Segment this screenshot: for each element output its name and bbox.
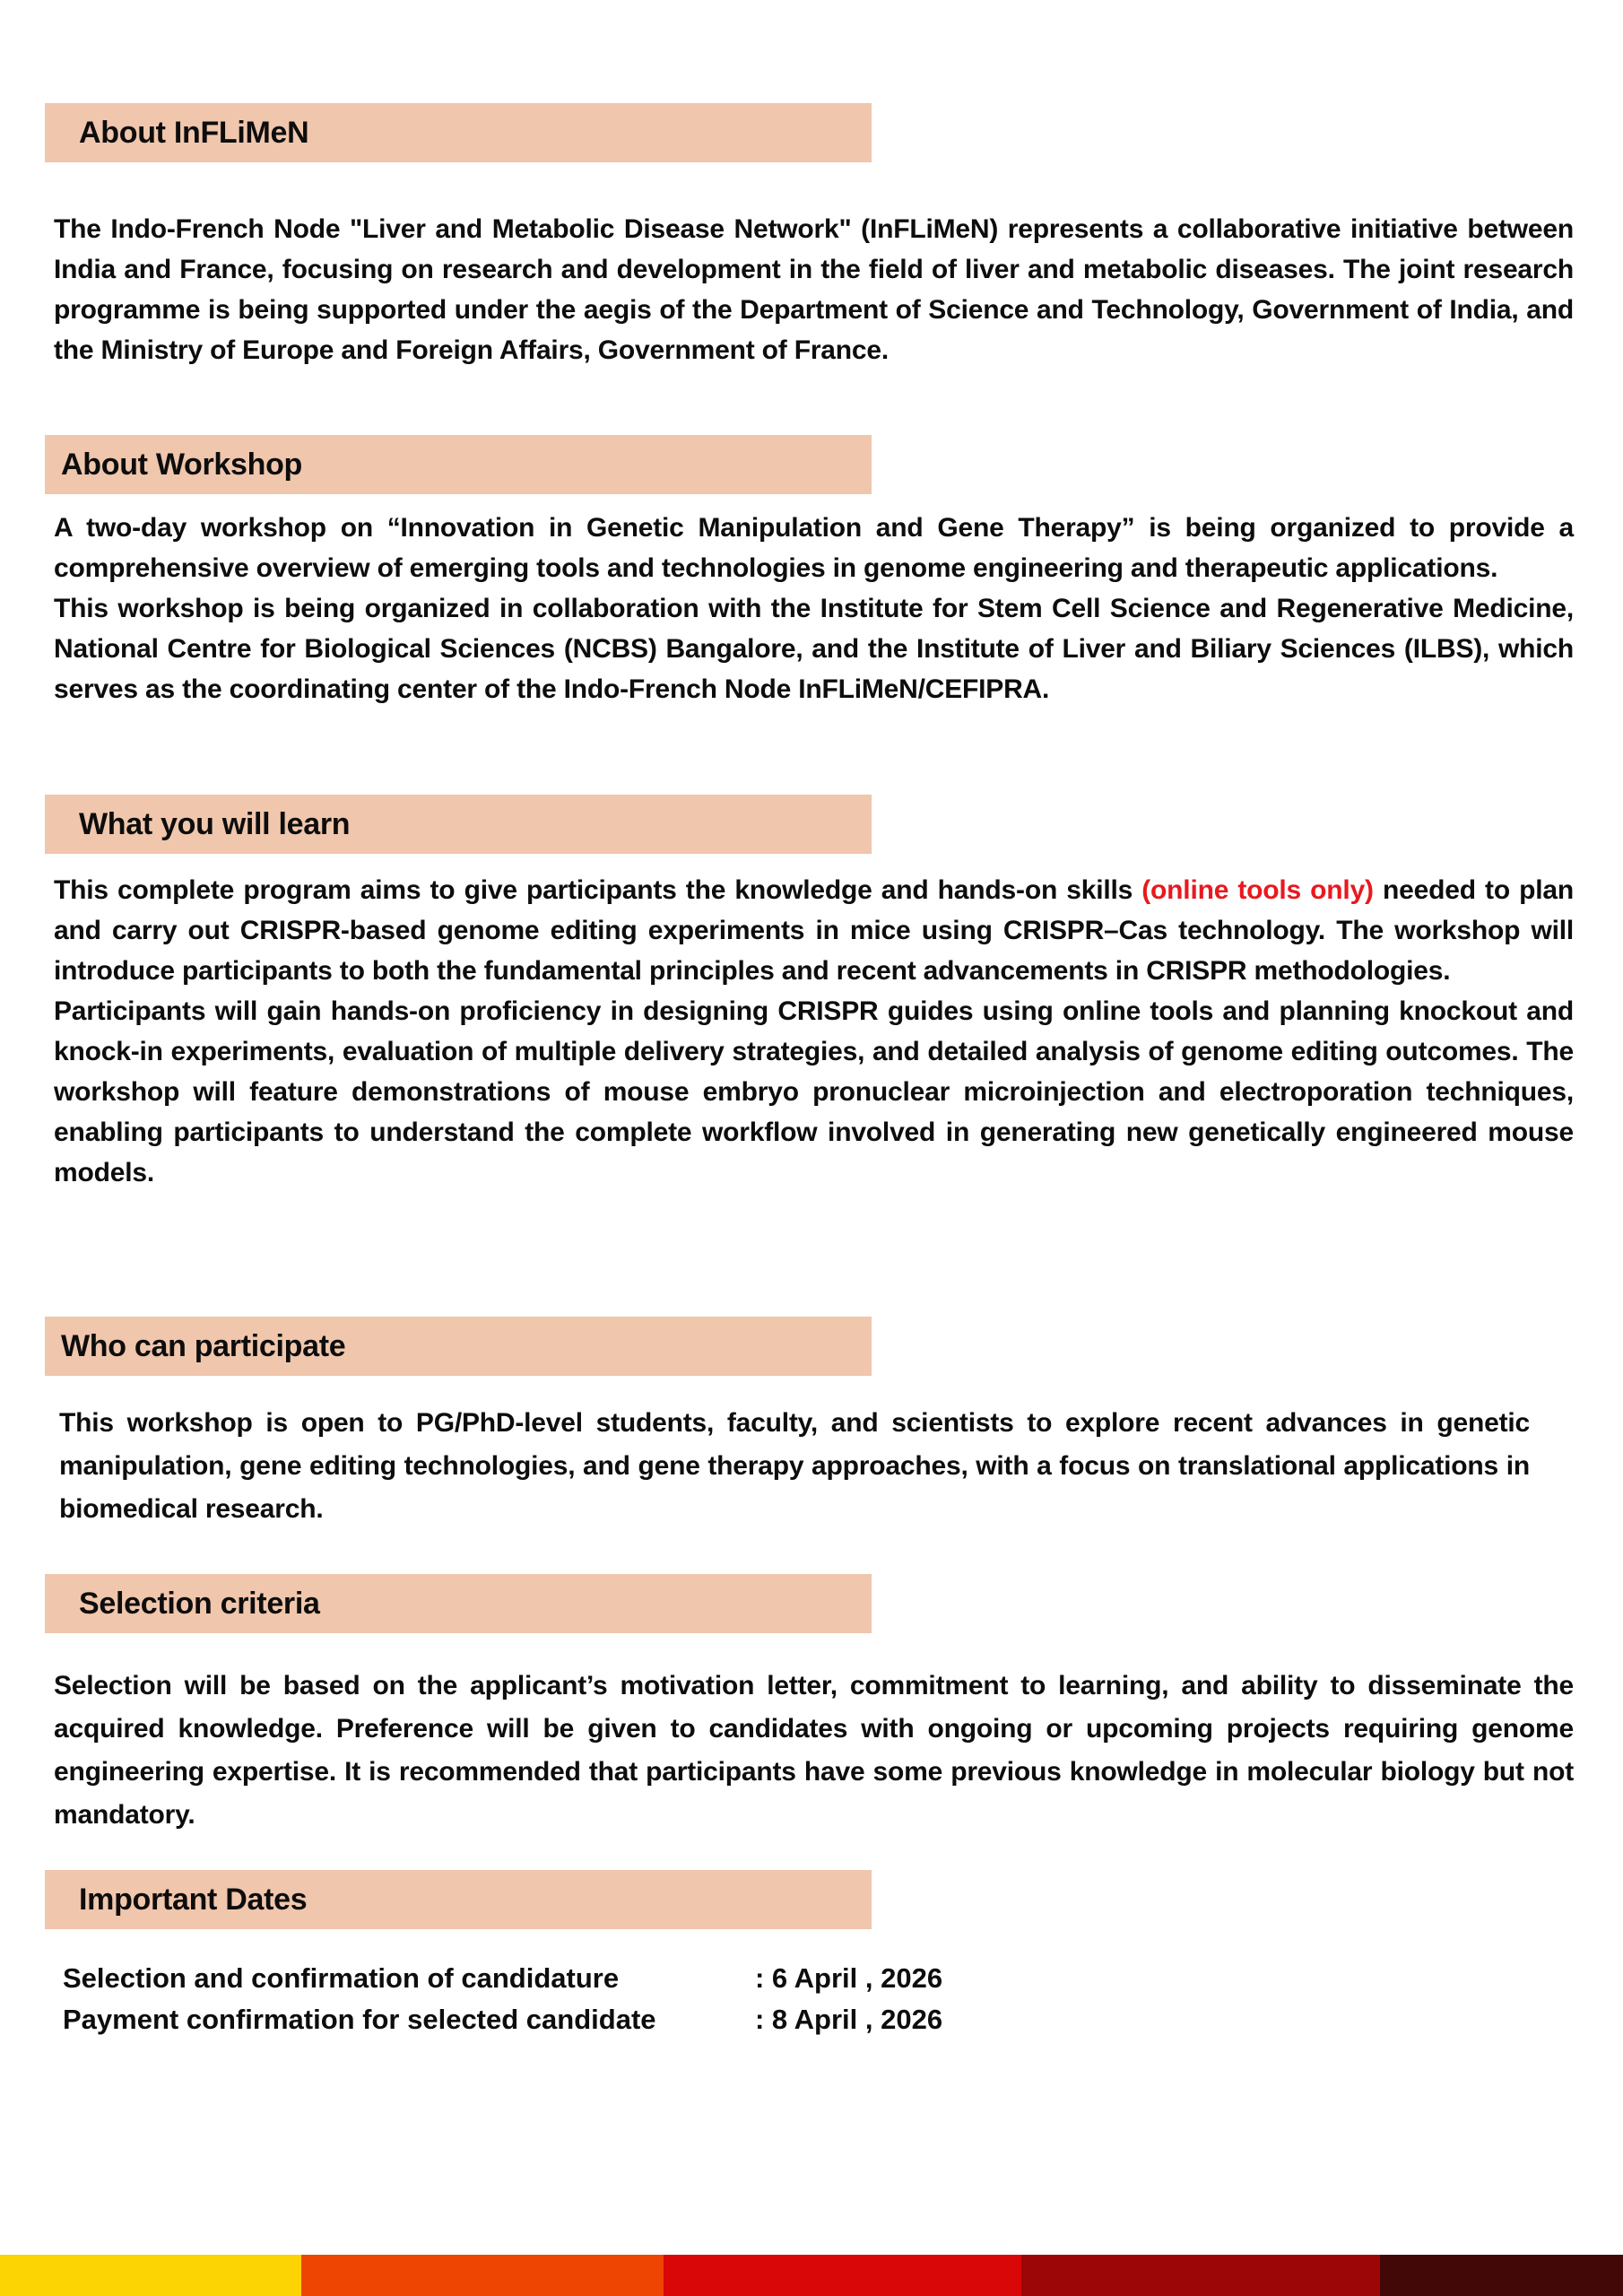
footer-color-stripe bbox=[0, 2255, 1623, 2296]
section-heading-text: Selection criteria bbox=[79, 1586, 320, 1621]
stripe-segment-orange bbox=[301, 2255, 664, 2296]
date-row bbox=[63, 1999, 1497, 2040]
section-heading-text: Important Dates bbox=[79, 1882, 308, 1917]
what-you-will-learn-body bbox=[54, 870, 1574, 1193]
section-header-about-inflimen bbox=[45, 103, 872, 162]
paragraph: Selection will be based on the applicant’s motivation letter, commitment to learning, and ability to disseminate the acquired knowledge. Preference will be given to candidates with ongoing or upcoming projects requiring genome engineering expertise. It is recommended that participants have some previous knowledge in molecular biology but not mandatory. bbox=[54, 1671, 1574, 1830]
section-heading-text: What you will learn bbox=[79, 806, 351, 841]
date-label: Payment confirmation for selected candidate bbox=[63, 2004, 656, 2035]
section-header-what-you-will-learn bbox=[45, 795, 872, 854]
stripe-segment-dark-red bbox=[1021, 2255, 1380, 2296]
date-value: : 8 April , 2026 bbox=[755, 2004, 943, 2035]
stripe-segment-maroon bbox=[1380, 2255, 1623, 2296]
highlighted-red-text: (online tools only) bbox=[1141, 875, 1374, 905]
section-header-about-workshop bbox=[45, 435, 872, 494]
who-can-participate-body bbox=[59, 1402, 1530, 1531]
selection-criteria-body bbox=[54, 1665, 1574, 1837]
important-dates-list bbox=[63, 1958, 1497, 2040]
section-header-selection-criteria bbox=[45, 1574, 872, 1633]
section-header-important-dates bbox=[45, 1870, 872, 1929]
section-heading-text: Who can participate bbox=[61, 1328, 346, 1363]
paragraph: This workshop is being organized in collaboration with the Institute for Stem Cell Science and Regenerative Medicine, National Centre for Biological Sciences (NCBS) Bangalore, and the Institute of Liver and Biliary Sciences (ILBS), which serves as the coordinating center of the Indo-French Node InFLiMeN/CEFIPRA. bbox=[54, 594, 1574, 704]
paragraph: A two-day workshop on “Innovation in Genetic Manipulation and Gene Therapy” is being organized to provide a comprehensive overview of emerging tools and technologies in genome engineering and therapeutic applications. bbox=[54, 513, 1574, 583]
paragraph bbox=[54, 870, 1574, 991]
paragraph: This workshop is open to PG/PhD-level students, faculty, and scientists to explore recent advances in genetic manipulation, gene editing technologies, and gene therapy approaches, with a focus on translational applications in biomedical research. bbox=[59, 1408, 1530, 1524]
section-heading-text: About InFLiMeN bbox=[79, 115, 309, 150]
about-workshop-body bbox=[54, 508, 1574, 709]
section-header-who-can-participate bbox=[45, 1317, 872, 1376]
stripe-segment-red bbox=[664, 2255, 1021, 2296]
date-row bbox=[63, 1958, 1497, 1999]
paragraph: Participants will gain hands-on proficiency in designing CRISPR guides using online tools and planning knockout and knock-in experiments, evaluation of multiple delivery strategies, and detailed analysis of genome editing outcomes. The workshop will feature demonstrations of mouse embryo pronuclear microinjection and electroporation techniques, enabling participants to understand the complete workflow involved in generating new genetically engineered mouse models. bbox=[54, 996, 1574, 1187]
date-label: Selection and confirmation of candidature bbox=[63, 1962, 620, 1994]
about-inflimen-body bbox=[54, 209, 1574, 370]
date-value: : 6 April , 2026 bbox=[755, 1962, 943, 1994]
paragraph-text: needed to plan and carry out CRISPR-based genome editing experiments in mice using CRISPR–Cas technology. The workshop will introduce participants to both the fundamental principles and recent advancements in CRISPR methodologies. bbox=[54, 875, 1574, 986]
section-heading-text: About Workshop bbox=[61, 447, 303, 482]
paragraph: The Indo-French Node "Liver and Metabolic Disease Network" (InFLiMeN) represents a collaborative initiative between India and France, focusing on research and development in the field of liver and metabolic diseases. The joint research programme is being supported under the aegis of the Department of Science and Technology, Government of India, and the Ministry of Europe and Foreign Affairs, Government of France. bbox=[54, 214, 1574, 365]
stripe-segment-yellow bbox=[0, 2255, 301, 2296]
paragraph-text: This complete program aims to give participants the knowledge and hands-on skills bbox=[54, 875, 1142, 905]
